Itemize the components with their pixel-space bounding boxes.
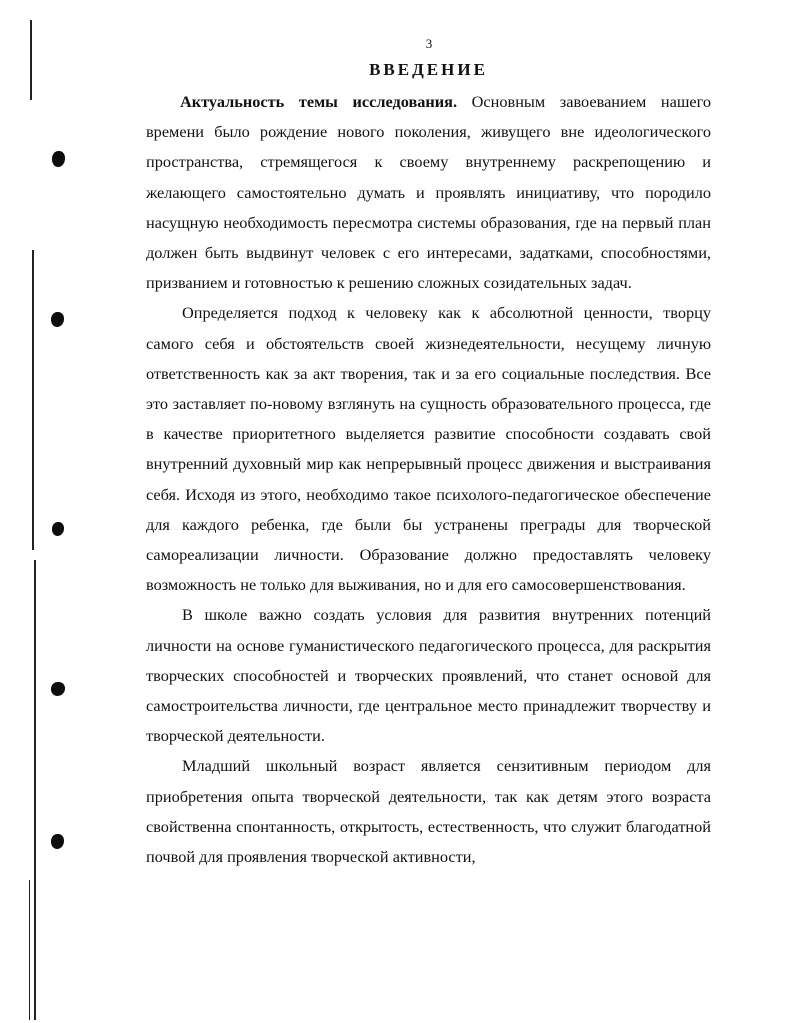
paragraph-relevance	[146, 87, 711, 298]
binding-hole-mark	[52, 522, 64, 536]
binding-hole-mark	[51, 834, 64, 849]
binding-edge-line	[30, 20, 32, 100]
binding-hole-mark	[51, 312, 64, 327]
section-heading: ВВЕДЕНИЕ	[369, 60, 488, 79]
binding-hole-mark	[51, 682, 65, 696]
binding-hole-mark	[52, 151, 65, 167]
paragraph-lead: Актуальность темы исследования.	[180, 92, 458, 111]
paragraph-approach: Определяется подход к человеку как к абсолютной ценности, творцу самого себя и обстоятельств своей жизнедеятельности, несущему личную ответственность как за акт творения, так и за его социальные последствия. Все это заставляет по-новому взглянуть на сущность образовательного процесса, где в качестве приоритетного выделяется развитие способности создавать свой внутренний духовный мир как непрерывный процесс движения и выстраивания себя. Исходя из этого, необходимо такое психолого-педагогическое обеспечение для каждого ребенка, где были бы устранены преграды для творческой самореализации личности. Образование должно предоставлять человеку возможность не только для выживания, но и для его самосовершенствования.	[146, 303, 711, 595]
binding-edge-line	[34, 560, 36, 1020]
paragraph-text: Основным завоеванием нашего времени было рождение нового поколения, живущего вне идеологического пространства, стремящегося к своему внутреннему раскрепощению и желающего самостоятельно думать и проявлять инициативу, что породило насущную необходимость пересмотра системы образования, где на первый план должен быть выдвинут человек с его интересами, задатками, способностями, призванием и готовностью к решению сложных созидательных задач.	[146, 92, 711, 293]
paragraph-school: В школе важно создать условия для развития внутренних потенций личности на основе гуманистического педагогического процесса, для раскрытия творческих способностей и творческих проявлений, что станет основой для самостроительства личности, где центральное место принадлежит творчеству и творческой деятельности.	[146, 605, 711, 746]
body-text	[146, 87, 711, 872]
page-number: 3	[425, 36, 433, 51]
paragraph-junior-age: Младший школьный возраст является сензитивным периодом для приобретения опыта творческой деятельности, так как детям этого возраста свойственна спонтанность, открытость, естественность, что служит благодатной почвой для проявления творческой активности,	[146, 756, 711, 867]
binding-edge-line	[29, 880, 30, 1020]
binding-edge-line	[32, 250, 34, 550]
